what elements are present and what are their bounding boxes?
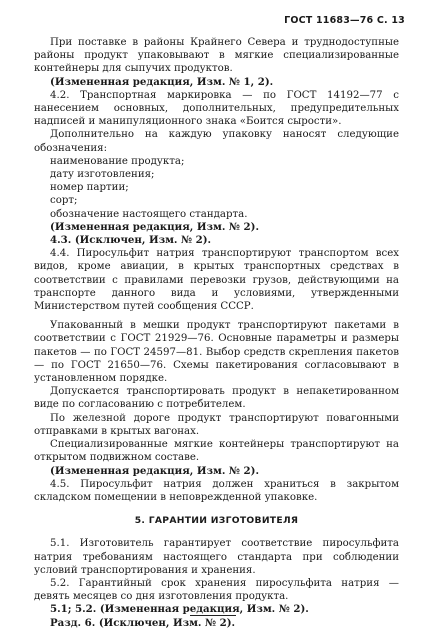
page-body bbox=[34, 36, 399, 630]
section-heading: 5. ГАРАНТИИ ИЗГОТОВИТЕЛЯ bbox=[134, 515, 299, 527]
paragraph-5-1: 5.1. Изготовитель гарантирует соответствие пиросульфита натрия требованиям настоящего стандарта при соблюдении условий транспортирования и хранения. bbox=[34, 538, 399, 576]
paragraph-4-5: 4.5. Пиросульфит натрия должен храниться в закрытом складском помещении в неповрежденной упаковке. bbox=[34, 478, 399, 503]
end-rule bbox=[190, 615, 236, 616]
list-item: дату изготовления; bbox=[50, 169, 155, 181]
paragraph-containers: Специализированные мягкие контейнеры транспортируют на открытом подвижном составе. bbox=[34, 439, 399, 464]
paragraph-4-4: 4.4. Пиросульфит натрия транспортируют транспортом всех видов, кроме авиации, в крытых транспортных средствах в соответствии с правилами перевозки грузов, действующими на транспорте данного вида и условиями, утвержденными Министерством путей сообщения СССР. bbox=[34, 248, 399, 313]
paragraph-far-north-packing: При поставке в районы Крайнего Севера и труднодоступные районы продукт упаковывают в мягкие специализированные контейнеры для сыпучих продуктов. bbox=[34, 37, 399, 75]
running-header: ГОСТ 11683—76 С. 13 bbox=[284, 15, 405, 26]
list-item: наименование продукта; bbox=[50, 155, 185, 167]
amendment-note: (Измененная редакция, Изм. № 1, 2). bbox=[50, 75, 274, 88]
paragraph-unpacked: Допускается транспортировать продукт в непакетированном виде по согласованию с потребителем. bbox=[34, 386, 399, 411]
amendment-note: 5.1; 5.2. (Измененная редакция, Изм. № 2). bbox=[50, 603, 309, 616]
paragraph-bag-transport: Упакованный в мешки продукт транспортируют пакетами в соответствии с ГОСТ 21929—76. Основные параметры и размеры пакетов — по ГОСТ 24597—81. Выбор средств скрепления пакетов — по ГОСТ 21650—76. Схемы пакетирования согласовывают в установленном порядке. bbox=[34, 320, 399, 385]
paragraph-railway: По железной дороге продукт транспортируют повагонными отправками в крытых вагонах. bbox=[34, 412, 399, 437]
amendment-note: (Измененная редакция, Изм. № 2). bbox=[50, 464, 260, 477]
list-item: обозначение настоящего стандарта. bbox=[50, 208, 248, 220]
section-6-excluded: Разд. 6. (Исключен, Изм. № 2). bbox=[50, 616, 236, 629]
paragraph-4-2: 4.2. Транспортная маркировка — по ГОСТ 14192—77 с нанесением основных, дополнительных, предупредительных надписей и манипуляционного знака «Боится сырости». bbox=[34, 89, 399, 128]
list-item: сорт; bbox=[50, 195, 78, 207]
paragraph-extra-marking: Дополнительно на каждую упаковку наносят следующие обозначения: bbox=[34, 129, 399, 154]
paragraph-4-3: 4.3. (Исключен, Изм. № 2). bbox=[50, 234, 212, 247]
paragraph-5-2: 5.2. Гарантийный срок хранения пиросульфита натрия — девять месяцев со дня изготовления продукта. bbox=[34, 577, 399, 603]
list-item: номер партии; bbox=[50, 182, 129, 194]
amendment-note: (Измененная редакция, Изм. № 2). bbox=[50, 220, 260, 233]
